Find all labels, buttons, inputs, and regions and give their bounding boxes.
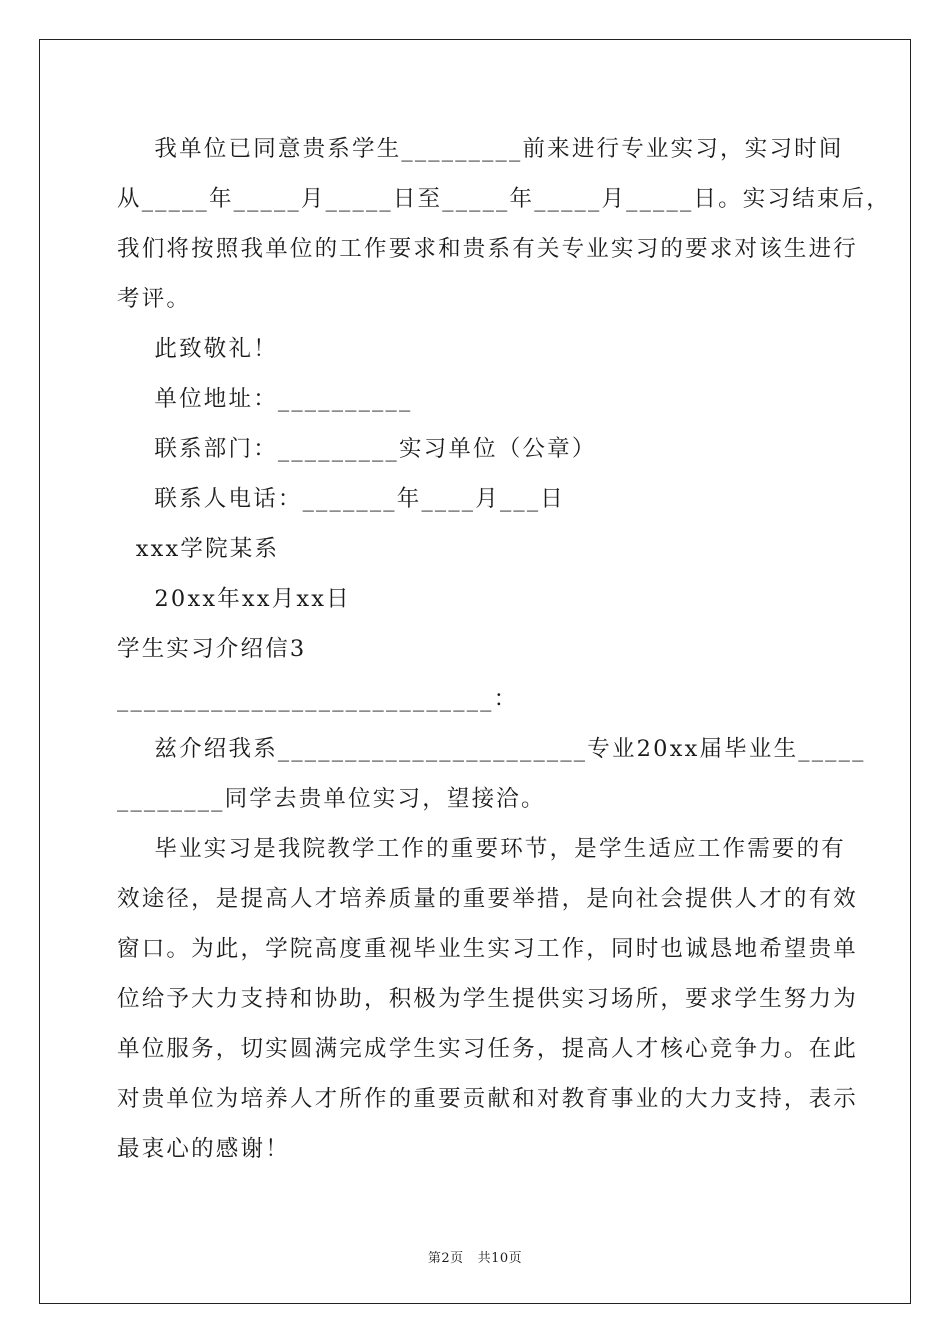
body-line: 对贵单位为培养人才所作的重要贡献和对教育事业的大力支持，表示 (117, 1086, 859, 1112)
page-frame (39, 39, 911, 1304)
body-line: 位给予大力支持和协助，积极为学生提供实习场所，要求学生努力为 (117, 986, 859, 1012)
section-title: 学生实习介绍信3 (117, 636, 307, 662)
body-line: 我们将按照我单位的工作要求和贵系有关专业实习的要求对该生进行 (117, 236, 859, 262)
unit-address-line: 单位地址：__________ (117, 386, 413, 412)
body-line: 单位服务，切实圆满完成学生实习任务，提高人才核心竞争力。在此 (117, 1036, 859, 1062)
page-footer (0, 1247, 950, 1266)
body-line: 兹介绍我系_______________________专业20xx届毕业生_____ (117, 736, 866, 762)
closing-salutation: 此致敬礼！ (117, 336, 278, 362)
letter-date: 20xx年xx月xx日 (117, 586, 351, 612)
body-line: 从_____年_____月_____日至_____年_____月_____日。实习结束后， (117, 186, 892, 212)
contact-phone-line: 联系人电话：_______年____月___日 (117, 486, 566, 512)
body-line: 考评。 (117, 286, 192, 312)
body-line: 我单位已同意贵系学生_________前来进行专业实习，实习时间 (117, 136, 844, 162)
body-line: ________同学去贵单位实习，望接洽。 (117, 786, 546, 812)
contact-department-line: 联系部门：_________实习单位（公章） (117, 436, 597, 462)
sender-department: xxx学院某系 (117, 536, 280, 562)
body-line: 窗口。为此，学院高度重视毕业生实习工作，同时也诚恳地希望贵单 (117, 936, 859, 962)
body-line: 效途径，是提高人才培养质量的重要举措，是向社会提供人才的有效 (117, 886, 859, 912)
recipient-blank: ____________________________： (117, 686, 519, 712)
page-total: 共10页 (477, 1251, 523, 1266)
body-line: 毕业实习是我院教学工作的重要环节，是学生适应工作需要的有 (117, 836, 847, 862)
page-number: 第2页 (427, 1251, 464, 1266)
body-line: 最衷心的感谢！ (117, 1136, 290, 1162)
